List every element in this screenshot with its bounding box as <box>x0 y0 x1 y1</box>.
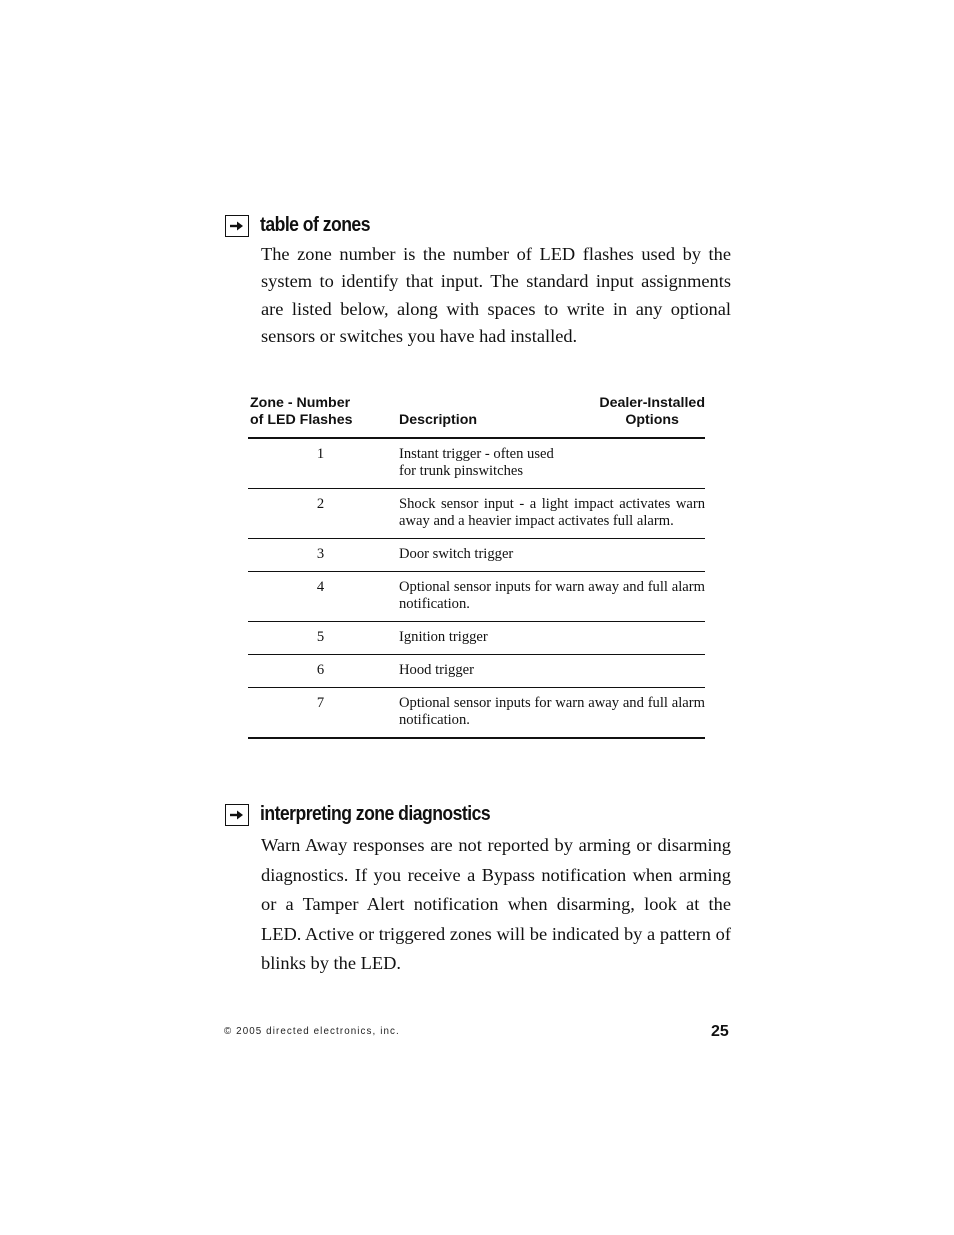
table-row <box>248 622 705 655</box>
section-title-interpreting-zone-diagnostics: interpreting zone diagnostics <box>260 803 491 825</box>
table-row <box>248 489 705 539</box>
table-row <box>248 688 705 739</box>
diagnostics-paragraph: Warn Away responses are not reported by arming or disarming diagnostics. If you receive a Bypass notification when arming or a Tamper Alert notification when disarming, look at the LED. Active or triggered zones will be indicated by a pattern of blinks by the LED. <box>261 835 731 974</box>
table-row <box>248 655 705 688</box>
column-header-zone-line1: Zone - Number <box>250 395 351 411</box>
zone-number-cell: 5 <box>248 622 393 655</box>
zone-number-cell: 6 <box>248 655 393 688</box>
footer-copyright: © 2005 directed electronics, inc. <box>224 1026 400 1037</box>
zones-table <box>248 395 705 739</box>
right-arrow-icon <box>225 215 249 237</box>
zone-number-cell: 4 <box>248 572 393 622</box>
page-number: 25 <box>711 1023 729 1040</box>
table-row <box>248 438 705 489</box>
column-header-description-label: Description <box>399 412 478 428</box>
zone-number-cell: 3 <box>248 539 393 572</box>
zones-section-header <box>225 214 385 237</box>
zone-number-cell: 2 <box>248 489 393 539</box>
description-cell: Shock sensor input - a light impact activates warn away and a heavier impact activates full alarm. <box>393 489 705 539</box>
column-header-options-line2: Options <box>625 412 679 428</box>
column-header-options <box>599 395 705 429</box>
right-arrow-icon <box>225 804 249 826</box>
column-header-description <box>393 395 705 438</box>
table-row <box>248 539 705 572</box>
column-header-options-line1: Dealer-Installed <box>599 395 705 411</box>
description-cell: Hood trigger <box>393 655 705 688</box>
intro-paragraph: The zone number is the number of LED flashes used by the system to identify that input. The standard input assignments are listed below, along with spaces to write in any optional sensors or switches you have had installed. <box>261 244 731 347</box>
section-title-table-of-zones: table of zones <box>260 214 370 236</box>
description-cell: Door switch trigger <box>393 539 705 572</box>
zone-number-cell: 1 <box>248 438 393 489</box>
description-cell: Ignition trigger <box>393 622 705 655</box>
description-cell: Instant trigger - often used for trunk pinswitches <box>393 438 705 489</box>
column-header-zone-line2: of LED Flashes <box>250 412 353 428</box>
table-header-row <box>248 395 705 438</box>
diagnostics-section-header <box>225 803 522 826</box>
table-row <box>248 572 705 622</box>
description-cell: Optional sensor inputs for warn away and full alarm notification. <box>393 688 705 739</box>
description-cell: Optional sensor inputs for warn away and full alarm notification. <box>393 572 705 622</box>
column-header-zone <box>248 395 393 438</box>
zone-number-cell: 7 <box>248 688 393 739</box>
